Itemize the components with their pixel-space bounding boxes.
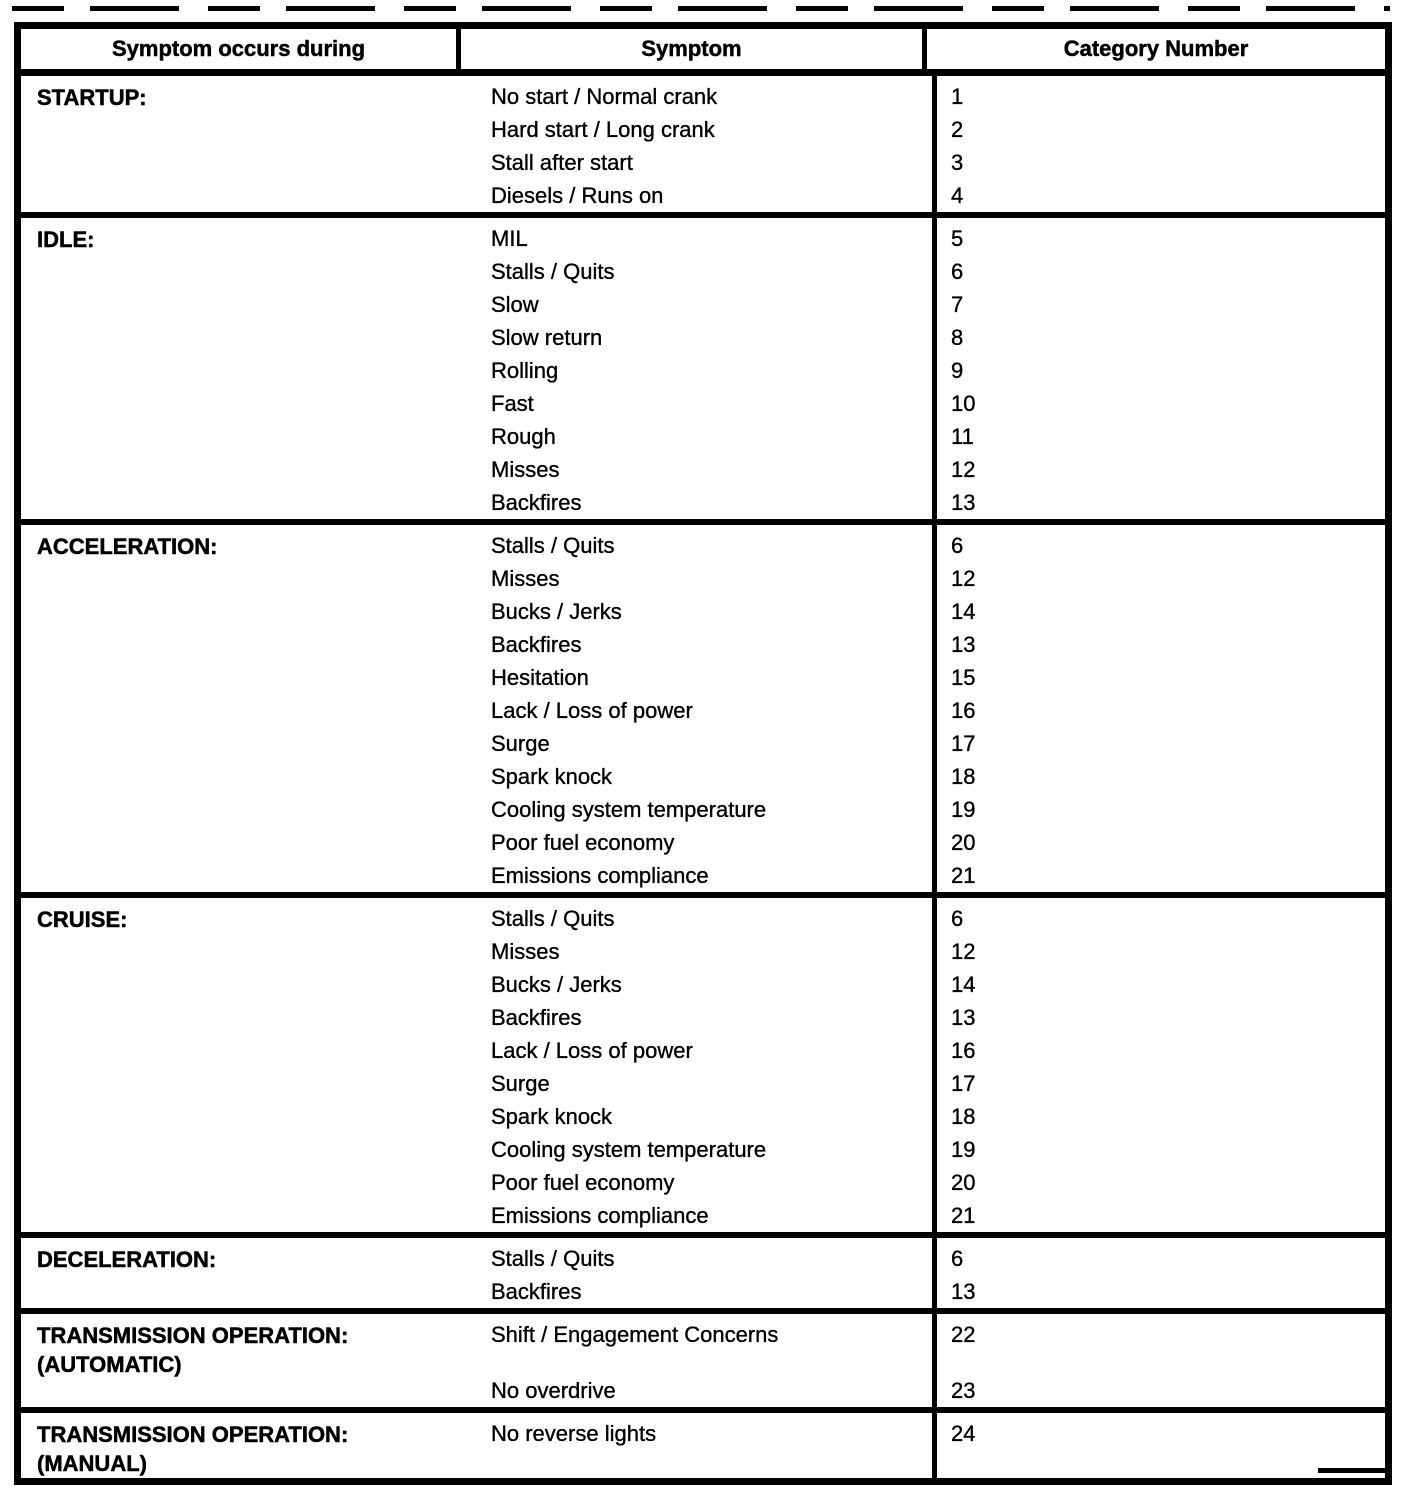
category-number-cell: 6 [951,533,964,558]
symptom-cell: No overdrive [491,1378,616,1403]
row-spacer [491,1351,932,1374]
category-number-cell: 10 [951,391,976,416]
category-number-cell: 12 [951,457,976,482]
symptom-column [466,898,932,1232]
category-number-cell: 6 [951,1246,964,1271]
category-number-column [932,1238,1385,1308]
symptom-column [466,1314,932,1407]
symptom-cell: Stalls / Quits [491,259,615,284]
symptom-cell: Stalls / Quits [491,533,615,558]
symptom-cell: Hesitation [491,665,589,690]
symptom-cell: Rough [491,424,556,449]
symptom-cell: Backfires [491,1005,582,1030]
category-number-cell: 3 [951,150,964,175]
category-number-column [932,218,1385,519]
category-number-cell: 13 [951,1005,976,1030]
section-label-cell [21,1413,466,1478]
symptom-cell: Bucks / Jerks [491,599,622,624]
symptom-category-table [14,22,1392,1485]
category-number-cell: 16 [951,698,976,723]
symptom-cell: Slow [491,292,539,317]
category-number-cell: 23 [951,1378,976,1403]
symptom-cell: Backfires [491,1279,582,1304]
symptom-cell: Cooling system temperature [491,1137,767,1162]
symptom-cell: Misses [491,939,560,964]
symptom-cell: Misses [491,457,560,482]
symptom-cell: Cooling system temperature [491,797,767,822]
section-label: TRANSMISSION OPERATION: [37,1422,349,1447]
category-number-cell: 21 [951,1203,976,1228]
section-startup [21,76,1385,212]
section-transmission-operation-automatic [21,1308,1385,1407]
symptom-cell: Bucks / Jerks [491,972,622,997]
category-number-cell: 7 [951,292,964,317]
category-number-column [932,76,1385,212]
category-number-cell: 13 [951,1279,976,1304]
category-number-cell: 12 [951,566,976,591]
section-label-cell [21,1314,466,1407]
scan-artifact-line [12,6,1390,11]
symptom-cell: Hard start / Long crank [491,117,715,142]
category-number-cell: 16 [951,1038,976,1063]
section-label: STARTUP: [37,85,147,110]
symptom-cell: Misses [491,566,560,591]
category-number-cell: 13 [951,632,976,657]
section-deceleration [21,1232,1385,1308]
category-number-cell: 11 [951,424,974,449]
table-body [21,76,1385,1478]
category-number-cell: 6 [951,906,964,931]
section-transmission-operation-manual [21,1407,1385,1478]
category-number-cell: 20 [951,830,976,855]
header-symptom-occurs-during: Symptom occurs during [21,29,461,69]
category-number-cell: 6 [951,259,964,284]
symptom-cell: Poor fuel economy [491,1170,675,1195]
symptom-cell: Slow return [491,325,603,350]
symptom-cell: Stalls / Quits [491,906,615,931]
category-number-column [932,525,1385,892]
section-label-cell [21,525,466,892]
section-sublabel: (MANUAL) [37,1451,147,1476]
section-label: CRUISE: [37,907,128,932]
symptom-cell: Surge [491,1071,550,1096]
section-label: DECELERATION: [37,1247,217,1272]
symptom-cell: Poor fuel economy [491,830,675,855]
category-number-cell: 2 [951,117,964,142]
symptom-column [466,76,932,212]
symptom-cell: No start / Normal crank [491,84,718,109]
scan-artifact-line [1318,1468,1392,1473]
category-number-cell: 18 [951,1104,976,1129]
section-label-cell [21,1238,466,1308]
category-number-cell: 18 [951,764,976,789]
category-number-cell: 5 [951,226,964,251]
header-category-number: Category Number [1063,36,1249,61]
category-number-cell: 14 [951,972,976,997]
category-number-cell: 20 [951,1170,976,1195]
category-number-cell: 1 [951,84,964,109]
category-number-cell: 21 [951,863,976,888]
category-number-cell: 9 [951,358,964,383]
category-number-cell: 8 [951,325,964,350]
symptom-cell: Lack / Loss of power [491,698,693,723]
symptom-cell: MIL [491,226,528,251]
section-label: IDLE: [37,227,95,252]
section-label-cell [21,76,466,212]
category-number-cell: 13 [951,490,976,515]
symptom-cell: Backfires [491,490,582,515]
symptom-cell: Emissions compliance [491,1203,709,1228]
symptom-cell: Lack / Loss of power [491,1038,693,1063]
section-cruise [21,892,1385,1232]
symptom-cell: Fast [491,391,534,416]
section-label-cell [21,218,466,519]
category-number-cell: 22 [951,1322,976,1347]
category-number-cell: 4 [951,183,964,208]
symptom-column [466,525,932,892]
section-sublabel: (AUTOMATIC) [37,1352,182,1377]
category-number-cell: 24 [951,1421,976,1446]
symptom-cell: Stalls / Quits [491,1246,615,1271]
category-number-cell: 14 [951,599,976,624]
section-idle [21,212,1385,519]
category-number-column [932,898,1385,1232]
row-spacer [951,1351,1385,1374]
section-acceleration [21,519,1385,892]
table-header-row [21,29,1385,76]
header-symptom: Symptom [461,29,927,69]
symptom-cell: Emissions compliance [491,863,709,888]
symptom-column [466,218,932,519]
symptom-cell: Shift / Engagement Concerns [491,1322,779,1347]
symptom-cell: Backfires [491,632,582,657]
category-number-column [932,1314,1385,1407]
category-number-cell: 12 [951,939,976,964]
category-number-cell: 15 [951,665,976,690]
symptom-cell: Rolling [491,358,559,383]
category-number-cell: 17 [951,731,976,756]
symptom-cell: Surge [491,731,550,756]
symptom-cell: Spark knock [491,1104,613,1129]
symptom-cell: Stall after start [491,150,633,175]
symptom-cell: No reverse lights [491,1421,657,1446]
section-label-cell [21,898,466,1232]
section-label: ACCELERATION: [37,534,218,559]
symptom-column [466,1238,932,1308]
symptom-column [466,1413,932,1478]
category-number-cell: 19 [951,1137,976,1162]
section-label: TRANSMISSION OPERATION: [37,1323,349,1348]
category-number-cell: 19 [951,797,976,822]
symptom-cell: Spark knock [491,764,613,789]
symptom-cell: Diesels / Runs on [491,183,664,208]
category-number-cell: 17 [951,1071,976,1096]
